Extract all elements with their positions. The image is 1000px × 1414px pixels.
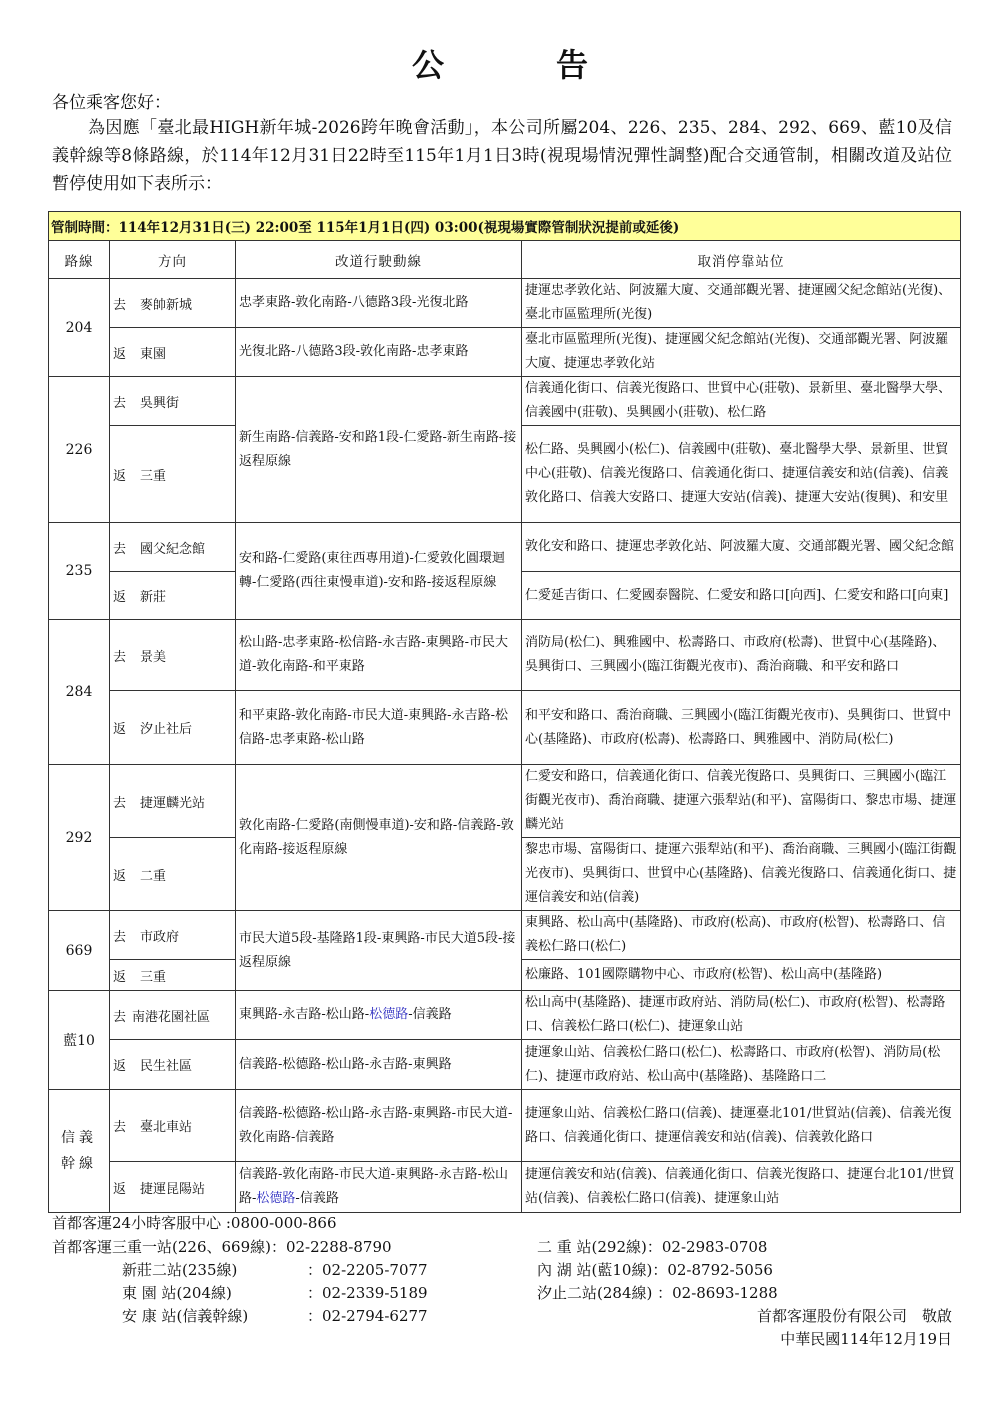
cancelled-stops: 捷運忠孝敦化站、阿波羅大廈、交通部觀光署、捷運國父紀念館站(光復)、臺北市區監理所(光復)	[522, 279, 961, 328]
detour-segment: -信義路	[408, 1007, 452, 1022]
direction-cell	[110, 691, 236, 765]
cancelled-stops: 松仁路、吳興國小(松仁)、信義國中(莊敬)、臺北醫學大學、景新里、世貿中心(莊敬)、信義光復路口、信義通化街口、捷運信義安和站(信義)、信義敦化路口、信義大安路口、捷運大安站(信義)、捷運大安站(復興)、和安里	[522, 426, 961, 523]
station-phone: ：02-2288-8790	[270, 1238, 392, 1256]
direction-tag: 返	[113, 1181, 127, 1197]
detour-route: 新生南路-信義路-安和路1段-仁愛路-新生南路-接返程原線	[236, 377, 522, 523]
header-route: 路線	[49, 241, 110, 279]
route-number: 204	[49, 279, 110, 377]
cancelled-stops: 松廉路、101國際購物中心、市政府(松智)、松山高中(基隆路)	[522, 960, 961, 991]
destination: 吳興街	[140, 395, 180, 411]
direction-cell	[110, 279, 236, 328]
notice-date: 中華民國114年12月19日	[780, 1330, 952, 1348]
detour-table	[48, 211, 961, 1213]
destination: 臺北車站	[140, 1120, 193, 1135]
detour-route: 市民大道5段-基隆路1段-東興路-市民大道5段-接返程原線	[236, 911, 522, 991]
direction-tag: 返	[113, 346, 127, 362]
direction-cell	[110, 620, 236, 691]
detour-route: 信義路-松德路-松山路-永吉路-東興路	[236, 1040, 522, 1090]
direction-cell	[110, 426, 236, 523]
destination: 市政府	[140, 929, 180, 945]
detour-route	[236, 991, 522, 1040]
station-contact	[122, 1282, 428, 1303]
detour-route: 安和路-仁愛路(東往西專用道)-仁愛敦化圓環迴轉-仁愛路(西往東慢車道)-安和路-接返程原線	[236, 523, 522, 620]
destination: 三重	[140, 468, 167, 484]
detour-route: 和平東路-敦化南路-市民大道-東興路-永吉路-松信路-忠孝東路-松山路	[236, 691, 522, 765]
detour-segment: 信義路-敦化南路-市民大道-東興路-永吉路-松山路-	[239, 1167, 508, 1206]
direction-cell	[110, 1090, 236, 1162]
station-phone: ：02-2983-0708	[646, 1238, 768, 1256]
cancelled-stops: 仁愛安和路口，信義通化街口、信義光復路口、吳興街口、三興國小(臨江街觀光夜市)、喬治商職、捷運六張犁站(和平)、富陽街口、黎忠市場、捷運麟光站	[522, 765, 961, 838]
destination: 捷運昆陽站	[140, 1181, 206, 1197]
detour-segment: 東興路-永吉路-松山路-	[239, 1007, 370, 1022]
station-phone: ：02-8792-5056	[652, 1261, 773, 1279]
table-row	[49, 991, 961, 1040]
direction-tag: 返	[113, 969, 127, 985]
direction-tag: 去	[113, 1009, 127, 1025]
direction-tag: 去	[113, 1120, 127, 1135]
station-contact	[122, 1305, 428, 1326]
cancelled-stops: 松山高中(基隆路)、捷運市政府站、消防局(松仁)、市政府(松智)、松壽路口、信義松仁路口(松仁)、捷運象山站	[522, 991, 961, 1040]
destination: 三重	[140, 969, 167, 985]
direction-cell	[110, 911, 236, 960]
station-phone: ：02-2205-7077	[307, 1261, 428, 1279]
cancelled-stops: 捷運象山站、信義松仁路口(信義)、捷運臺北101/世貿站(信義)、信義光復路口、信義通化街口、捷運信義安和站(信義)、信義敦化路口	[522, 1090, 961, 1162]
direction-tag: 去	[113, 929, 127, 945]
destination: 民生社區	[140, 1059, 193, 1074]
header-direction: 方向	[110, 241, 236, 279]
direction-tag: 去	[113, 795, 127, 811]
station-contact	[52, 1236, 392, 1257]
cancelled-stops: 捷運信義安和站(信義)、信義通化街口、信義光復路口、捷運台北101/世貿站(信義)、信義松仁路口(信義)、捷運象山站	[522, 1162, 961, 1213]
table-row	[49, 911, 961, 960]
route-number: 藍10	[49, 991, 110, 1090]
station-phone: ：02-2339-5189	[307, 1284, 428, 1302]
direction-tag: 去	[113, 297, 127, 313]
header-detour: 改道行駛動線	[236, 241, 522, 279]
destination: 捷運麟光站	[140, 795, 206, 811]
table-body	[49, 279, 961, 1213]
page-title: 公 告	[411, 46, 628, 84]
table-row	[49, 765, 961, 838]
detour-route: 光復北路-八德路3段-敦化南路-忠孝東路	[236, 328, 522, 377]
station-contact	[537, 1282, 778, 1303]
station-name: 二 重 站(292線)	[537, 1238, 647, 1256]
cancelled-stops: 仁愛延吉街口、仁愛國泰醫院、仁愛安和路口[向西]、仁愛安和路口[向東]	[522, 572, 961, 620]
direction-cell	[110, 991, 236, 1040]
destination: 汐止社后	[140, 722, 193, 737]
route-number: 信義幹線	[49, 1090, 110, 1213]
table-row	[49, 328, 961, 377]
direction-tag: 去	[113, 649, 127, 665]
cancelled-stops: 消防局(松仁)、興雅國中、松壽路口、市政府(松壽)、世貿中心(基隆路)、吳興街口、三興國小(臨江街觀光夜市)、喬治商職、和平安和路口	[522, 620, 961, 691]
direction-tag: 返	[113, 1059, 127, 1074]
cancelled-stops: 黎忠市場、富陽街口、捷運六張犁站(和平)、喬治商職、三興國小(臨江街觀光夜市)、吳興街口、世貿中心(基隆路)、信義光復路口、信義通化街口、捷運信義安和站(信義)	[522, 838, 961, 911]
station-name: 安 康 站(信義幹線)	[122, 1307, 249, 1325]
direction-tag: 去	[113, 395, 127, 411]
route-number: 292	[49, 765, 110, 911]
direction-cell	[110, 765, 236, 838]
station-phone: ：02-2794-6277	[307, 1307, 428, 1325]
control-time: 管制時間：114年12月31日(三) 22:00至 115年1月1日(四) 03:00(視現場實際管制狀況提前或延後)	[49, 212, 961, 241]
direction-cell	[110, 328, 236, 377]
station-contact	[537, 1236, 767, 1257]
direction-cell	[110, 1162, 236, 1213]
table-row	[49, 691, 961, 765]
hotline: 首都客運24小時客服中心 :0800-000-866	[52, 1214, 337, 1232]
destination: 國父紀念館	[140, 541, 206, 557]
station-contact	[122, 1259, 428, 1280]
table-row	[49, 1090, 961, 1162]
intro-paragraph: 為因應「臺北最HIGH新年城-2026跨年晚會活動」，本公司所屬204、226、235、284、292、669、藍10及信義幹線等8條路線，於114年12月31日22時至115年1月1日3時(視現場情況彈性調整)配合交通管制，相關改道及站位暫停使用如下表所示：	[52, 118, 952, 194]
station-name: 東 園 站(204線)	[122, 1284, 232, 1302]
table-row	[49, 279, 961, 328]
detour-route: 松山路-忠孝東路-松信路-永吉路-東興路-市民大道-敦化南路-和平東路	[236, 620, 522, 691]
station-name: 內 湖 站(藍10線)	[537, 1261, 653, 1279]
station-name: 新莊二站(235線)	[122, 1261, 238, 1279]
station-name: 汐止二站(284線)	[537, 1284, 653, 1302]
direction-tag: 返	[113, 590, 127, 605]
route-number: 226	[49, 377, 110, 523]
cancelled-stops: 捷運象山站、信義松仁路口(松仁)、松壽路口、市政府(松智)、消防局(松仁)、捷運市政府站、松山高中(基隆路)、基隆路口二	[522, 1040, 961, 1090]
highlighted-road: 松德路	[369, 1007, 409, 1022]
direction-tag: 去	[113, 541, 127, 557]
route-number: 284	[49, 620, 110, 765]
destination: 東園	[140, 346, 167, 362]
destination: 麥帥新城	[140, 297, 193, 313]
destination: 南港花園社區	[132, 1009, 211, 1025]
direction-cell	[110, 523, 236, 572]
destination: 景美	[140, 649, 167, 665]
table-row	[49, 377, 961, 426]
route-number: 669	[49, 911, 110, 991]
table-row	[49, 1040, 961, 1090]
detour-segment: -信義路	[295, 1191, 339, 1206]
table-row	[49, 1162, 961, 1213]
cancelled-stops: 和平安和路口、喬治商職、三興國小(臨江街觀光夜市)、吳興街口、世貿中心(基隆路)、市政府(松壽)、松壽路口、興雅國中、消防局(松仁)	[522, 691, 961, 765]
direction-cell	[110, 838, 236, 911]
destination: 新莊	[140, 590, 167, 605]
direction-cell	[110, 960, 236, 991]
direction-cell	[110, 1040, 236, 1090]
direction-cell	[110, 572, 236, 620]
table-row	[49, 620, 961, 691]
table-row	[49, 523, 961, 572]
route-number: 235	[49, 523, 110, 620]
direction-cell	[110, 377, 236, 426]
cancelled-stops: 東興路、松山高中(基隆路)、市政府(松高)、市政府(松智)、松壽路口、信義松仁路口(松仁)	[522, 911, 961, 960]
detour-route: 忠孝東路-敦化南路-八德路3段-光復北路	[236, 279, 522, 328]
cancelled-stops: 敦化安和路口、捷運忠孝敦化站、阿波羅大廈、交通部觀光署、國父紀念館	[522, 523, 961, 572]
cancelled-stops: 信義通化街口、信義光復路口、世貿中心(莊敬)、景新里、臺北醫學大學、信義國中(莊敬)、吳興國小(莊敬)、松仁路	[522, 377, 961, 426]
detour-route: 信義路-松德路-松山路-永吉路-東興路-市民大道-敦化南路-信義路	[236, 1090, 522, 1162]
detour-route: 敦化南路-仁愛路(南側慢車道)-安和路-信義路-敦化南路-接返程原線	[236, 765, 522, 911]
destination: 二重	[140, 868, 167, 884]
header-cancelled-stops: 取消停靠站位	[522, 241, 961, 279]
detour-route	[236, 1162, 522, 1213]
station-name: 首都客運三重一站(226、669線)	[52, 1238, 271, 1256]
cancelled-stops: 臺北市區監理所(光復)、捷運國父紀念館站(光復)、交通部觀光署、阿波羅大廈、捷運忠孝敦化站	[522, 328, 961, 377]
direction-tag: 返	[113, 868, 127, 884]
direction-tag: 返	[113, 468, 127, 484]
highlighted-road: 松德路	[256, 1191, 296, 1206]
direction-tag: 返	[113, 722, 127, 737]
station-phone: ：02-8693-1288	[652, 1284, 778, 1302]
company-signature: 首都客運股份有限公司 敬啟	[756, 1307, 952, 1325]
station-contact	[537, 1259, 773, 1280]
greeting: 各位乘客您好：	[52, 93, 171, 113]
